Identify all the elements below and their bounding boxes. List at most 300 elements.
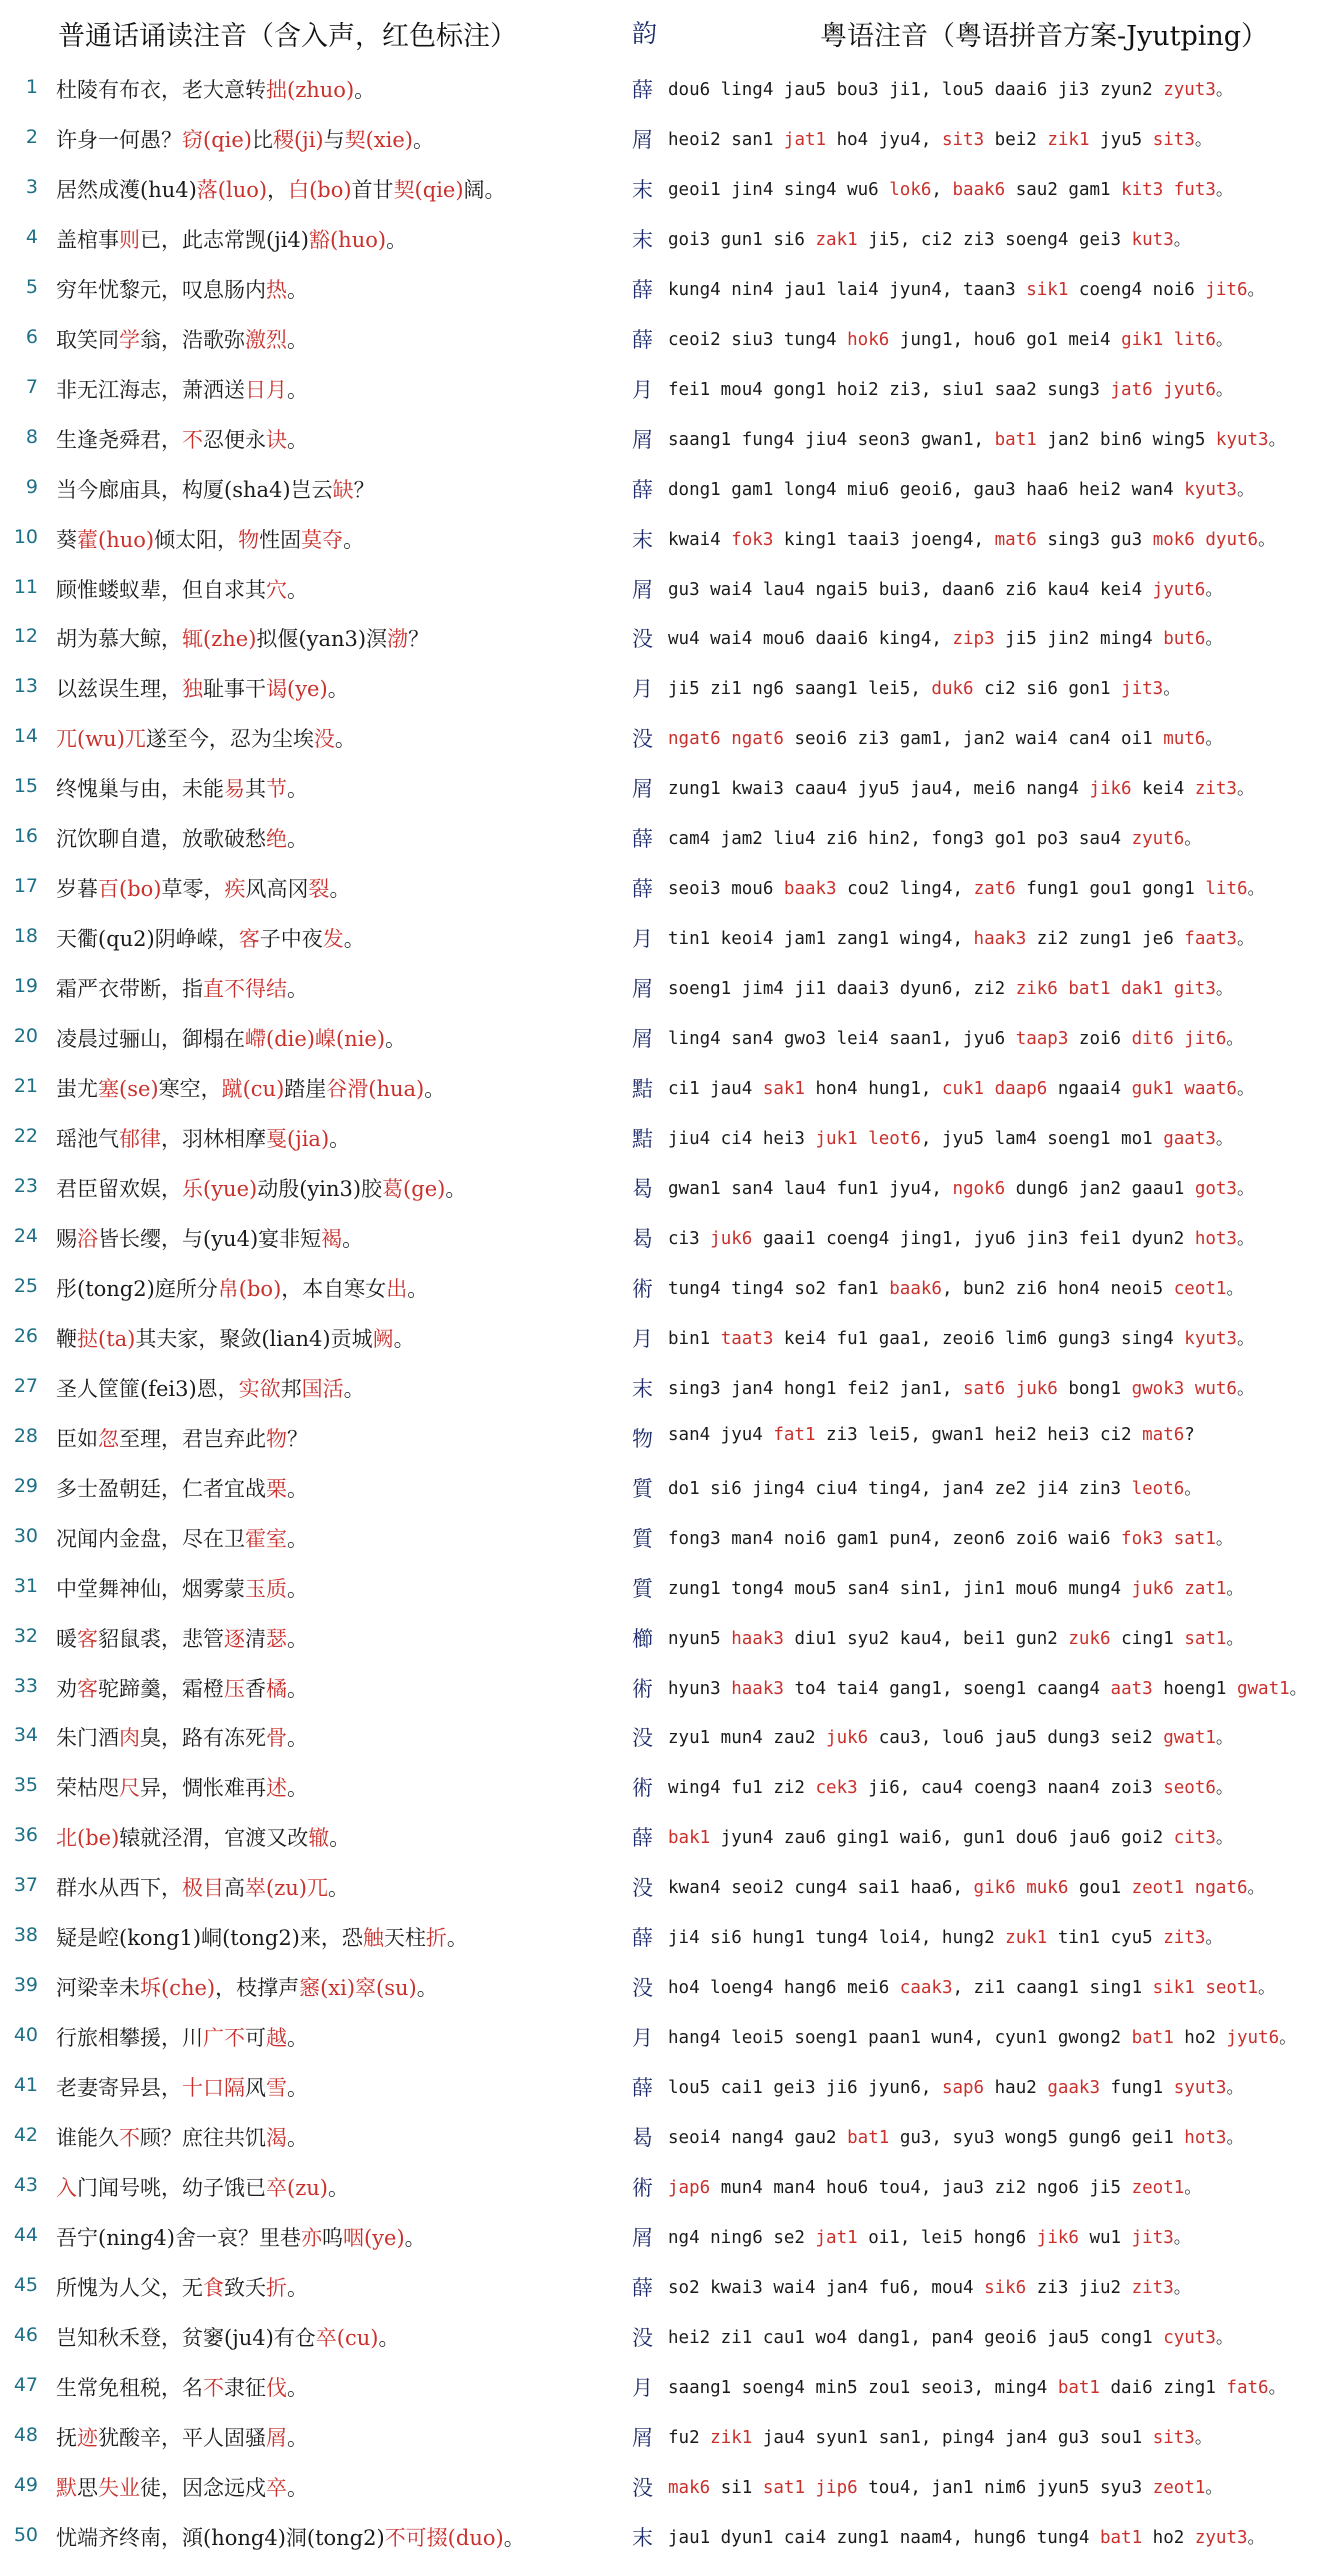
mandarin-text: 。 xyxy=(327,1876,349,1901)
jyutping-text: ho2 xyxy=(1142,2527,1195,2548)
mandarin-verse xyxy=(56,2122,308,2152)
jyutping-text: cing1 xyxy=(1110,1628,1185,1649)
mandarin-verse xyxy=(56,124,434,154)
jyutping-verse xyxy=(668,2224,1191,2249)
mandarin-highlight: 实欲 xyxy=(238,1376,281,1401)
jyutping-highlight: fat6 xyxy=(1226,2377,1269,2398)
mandarin-verse xyxy=(56,474,375,504)
mandarin-text: 子中夜 xyxy=(259,927,323,952)
mandarin-text: 貂鼠裘，悲管 xyxy=(98,1626,224,1651)
jyutping-text: 。 xyxy=(1289,1678,1308,1699)
jyutping-verse xyxy=(668,1325,1254,1350)
jyutping-text: 。 xyxy=(1215,1728,1234,1749)
jyutping-verse xyxy=(668,2124,1244,2149)
jyutping-highlight: fok3 sat1 xyxy=(1121,1528,1216,1549)
jyutping-verse xyxy=(668,376,1233,401)
mandarin-highlight: 独 xyxy=(182,677,203,702)
mandarin-text: 倾太阳， xyxy=(154,527,239,552)
mandarin-text: 拟偃(yan3)溟 xyxy=(256,627,388,652)
mandarin-highlight: 辙 xyxy=(308,1826,330,1851)
mandarin-highlight: 默 xyxy=(56,2475,77,2500)
mandarin-text: 行旅相攀援，川 xyxy=(56,2026,203,2051)
mandarin-text: 顾？庶往共饥 xyxy=(140,2126,266,2151)
mandarin-highlight: 契(qie) xyxy=(393,177,464,202)
line-number: 44 xyxy=(13,2223,38,2246)
mandarin-highlight: 白(bo) xyxy=(288,177,352,202)
mandarin-verse xyxy=(56,773,308,803)
jyutping-text: zi2 zung1 je6 xyxy=(1026,929,1185,950)
mandarin-text: 吾宁(ning4)舍一哀？里巷 xyxy=(56,2225,301,2250)
jyutping-text: seoi6 zi3 gam1, jan2 wai4 can4 oi1 xyxy=(783,729,1164,750)
mandarin-highlight: 广不 xyxy=(203,2026,245,2051)
mandarin-text: 风 xyxy=(245,2076,266,2101)
verse-row xyxy=(0,1661,1323,1711)
jyutping-text: 。 xyxy=(1226,2128,1244,2149)
mandarin-text: 。 xyxy=(287,2275,308,2300)
verse-row xyxy=(0,1810,1323,1860)
jyutping-text: dong1 gam1 long4 miu6 geoi6, gau3 haa6 hei2 wan4 xyxy=(668,479,1185,500)
mandarin-highlight: 渤 xyxy=(387,627,409,652)
mandarin-text: ，羽林相摩 xyxy=(161,1127,266,1152)
rhyme-category: 曷 xyxy=(632,1176,653,1201)
jyutping-highlight: zit3 xyxy=(1163,1928,1206,1949)
jyutping-text: tin1 cyu5 xyxy=(1047,1928,1164,1949)
rhyme-category: 月 xyxy=(632,377,653,402)
verse-row xyxy=(0,2210,1323,2260)
jyutping-text: kei4 xyxy=(1131,779,1195,800)
jyutping-text: , bun2 zi6 hon4 neoi5 xyxy=(941,1278,1174,1299)
jyutping-verse xyxy=(668,326,1233,351)
mandarin-verse xyxy=(56,2322,399,2352)
mandarin-highlight: 骨 xyxy=(266,1726,287,1751)
mandarin-text: 犹酸辛，平人固骚 xyxy=(98,2425,266,2450)
rhyme-category: 屑 xyxy=(632,577,653,602)
jyutping-highlight: mat6 xyxy=(994,529,1037,550)
mandarin-highlight: 发 xyxy=(322,927,344,952)
mandarin-text: 。 xyxy=(329,877,351,902)
mandarin-highlight: 橘 xyxy=(266,1676,287,1701)
jyutping-highlight: got3 xyxy=(1194,1178,1237,1199)
mandarin-text: 生常免租税，名 xyxy=(56,2375,203,2400)
jyutping-highlight: aat3 xyxy=(1110,1678,1153,1699)
mandarin-text: 呜 xyxy=(321,2225,343,2250)
mandarin-text: 驼蹄羹，霜橙 xyxy=(98,1676,224,1701)
jyutping-verse xyxy=(668,1575,1244,1600)
jyutping-text: gaai1 coeng4 jing1, jyu6 jin3 fei1 dyun2 xyxy=(752,1228,1195,1249)
mandarin-verse xyxy=(56,2222,426,2252)
jyutping-text: fong3 man4 noi6 gam1 pun4, zeon6 zoi6 wai6 xyxy=(668,1528,1122,1549)
jyutping-highlight: faat3 xyxy=(1184,929,1237,950)
line-number: 43 xyxy=(13,2174,38,2197)
jyutping-highlight: jap6 xyxy=(668,2178,711,2199)
jyutping-verse xyxy=(668,1425,1195,1445)
line-number: 35 xyxy=(13,1774,38,1797)
mandarin-text: 岂知秋禾登，贫窭(ju4)有仓 xyxy=(56,2325,316,2350)
verse-row xyxy=(0,2010,1323,2060)
rhyme-category: 薛 xyxy=(632,827,653,852)
mandarin-text: 。 xyxy=(342,1226,364,1251)
mandarin-text: 清 xyxy=(245,1626,266,1651)
jyutping-text: san4 jyu4 xyxy=(668,1424,774,1445)
mandarin-text: 已，此志常觊(ji4) xyxy=(140,227,309,252)
verse-row xyxy=(0,711,1323,761)
mandarin-text: 。 xyxy=(287,1626,308,1651)
jyutping-highlight: bat1 xyxy=(847,2128,890,2149)
mandarin-text: 生逢尧舜君， xyxy=(56,427,182,452)
jyutping-text: , zi1 caang1 sing1 xyxy=(952,1978,1153,1999)
mandarin-text: 耻事干 xyxy=(203,677,266,702)
mandarin-highlight: 亦 xyxy=(300,2225,322,2250)
verse-row xyxy=(0,2510,1323,2560)
jyutping-text: hau2 xyxy=(984,2078,1048,2099)
verse-row xyxy=(0,1960,1323,2010)
jyutping-verse xyxy=(668,725,1223,750)
jyutping-text: 。 xyxy=(1247,279,1266,300)
jyutping-highlight: ngat6 ngat6 xyxy=(668,729,784,750)
jyutping-verse xyxy=(668,1125,1233,1150)
rhyme-column-title: 韵 xyxy=(632,19,658,48)
mandarin-text: 。 xyxy=(287,1726,308,1751)
jyutping-highlight: leot6 xyxy=(1131,1478,1185,1499)
jyutping-verse xyxy=(668,625,1223,650)
verse-row xyxy=(0,1211,1323,1261)
jyutping-highlight: zik6 bat1 dak1 git3 xyxy=(1015,979,1216,1000)
mandarin-text: 隶征 xyxy=(224,2375,266,2400)
jyutping-highlight: jik6 xyxy=(1089,779,1132,800)
mandarin-text: 。 xyxy=(343,927,365,952)
mandarin-text: 君臣留欢娱， xyxy=(56,1176,182,1201)
jyutping-highlight: zeot1 xyxy=(1131,2178,1185,2199)
jyutping-highlight: sit3 xyxy=(1152,129,1195,150)
jyutping-text: 。 xyxy=(1236,1378,1255,1399)
jyutping-highlight: dit6 jit6 xyxy=(1131,1029,1227,1050)
jyutping-text: zung1 tong4 mou5 san4 sin1, jin1 mou6 mung4 xyxy=(668,1578,1132,1599)
mandarin-highlight: 触 xyxy=(362,1926,384,1951)
verse-row xyxy=(0,112,1323,162)
mandarin-highlight: 不可掇(duo) xyxy=(384,2525,504,2550)
verse-row xyxy=(0,62,1323,112)
jyutping-text: seoi4 nang4 gau2 xyxy=(668,2128,848,2149)
mandarin-text: 思 xyxy=(77,2475,98,2500)
jyutping-text: 。 xyxy=(1236,1178,1255,1199)
jyutping-verse xyxy=(668,675,1181,700)
mandarin-text: 。 xyxy=(407,1276,429,1301)
mandarin-highlight: 不 xyxy=(182,427,203,452)
rhyme-category: 曷 xyxy=(632,2126,653,2151)
mandarin-text: 疑是崆(kong1)峒(tong2)来，恐 xyxy=(56,1926,363,1951)
jyutping-verse xyxy=(668,426,1286,451)
mandarin-highlight: 辄(zhe) xyxy=(182,627,257,652)
line-number: 7 xyxy=(25,375,38,398)
verse-row xyxy=(0,1611,1323,1661)
jyutping-text: oi1, lei5 hong6 xyxy=(857,2227,1037,2248)
jyutping-highlight: mok6 dyut6 xyxy=(1152,529,1259,550)
mandarin-verse xyxy=(56,1223,363,1253)
mandarin-highlight: 失业 xyxy=(98,2475,140,2500)
jyutping-highlight: zyut3 xyxy=(1163,80,1216,100)
mandarin-text: 至理，君岂弃此 xyxy=(119,1426,266,1451)
jyutping-highlight: mat6 xyxy=(1142,1424,1185,1445)
jyutping-highlight: bak1 xyxy=(668,1828,711,1849)
jyutping-highlight: kit3 fut3 xyxy=(1121,179,1216,200)
jyutping-verse xyxy=(668,1675,1307,1700)
mandarin-verse xyxy=(56,873,350,903)
jyutping-highlight: seot6 xyxy=(1163,1778,1216,1799)
mandarin-highlight: 肉 xyxy=(119,1726,140,1751)
verse-row xyxy=(0,1111,1323,1161)
jyutping-text: seoi3 mou6 xyxy=(668,879,784,900)
jyutping-text: 。 xyxy=(1258,1978,1276,1999)
jyutping-highlight: cuk1 daap6 xyxy=(941,1079,1048,1100)
jyutping-verse xyxy=(668,126,1212,151)
jyutping-text: nyun5 xyxy=(668,1628,732,1649)
mandarin-text: 许身一何愚？ xyxy=(56,127,182,152)
mandarin-text: 群水从西下， xyxy=(56,1876,182,1901)
line-number: 42 xyxy=(13,2124,38,2147)
jyutping-text: 。 xyxy=(1205,579,1223,600)
mandarin-text: 。 xyxy=(287,2126,308,2151)
jyutping-highlight: cek3 xyxy=(815,1778,858,1799)
jyutping-highlight: sik1 seot1 xyxy=(1152,1978,1259,1999)
jyutping-text: gu3 wai4 lau4 ngai5 bui3, daan6 zi6 kau4 kei4 xyxy=(668,579,1153,600)
jyutping-highlight: baak3 xyxy=(783,879,837,900)
mandarin-text: 首甘 xyxy=(351,177,394,202)
mandarin-text: ？ xyxy=(408,627,430,652)
mandarin-text: 盖棺事 xyxy=(56,227,119,252)
mandarin-text: 居然成濩(hu4) xyxy=(56,177,197,202)
mandarin-text: 臣如 xyxy=(56,1426,98,1451)
rhyme-category: 没 xyxy=(632,2325,653,2350)
jyutping-text: 。 xyxy=(1205,1928,1223,1949)
jyutping-text: 。 xyxy=(1205,729,1223,750)
jyutping-text: 。 xyxy=(1215,1129,1234,1150)
mandarin-highlight: 述 xyxy=(266,1776,287,1801)
jyutping-text: bong1 xyxy=(1057,1378,1132,1399)
mandarin-text: 其 xyxy=(245,777,266,802)
jyutping-highlight: jat6 jyut6 xyxy=(1110,379,1216,400)
jyutping-highlight: bat1 xyxy=(1057,2377,1100,2398)
jyutping-text: hon4 hung1, xyxy=(804,1079,942,1100)
line-number: 37 xyxy=(13,1874,38,1897)
mandarin-text: 葵 xyxy=(56,527,77,552)
mandarin-highlight: 莫夺 xyxy=(301,527,344,552)
verse-row xyxy=(0,412,1323,462)
jyutping-text: wu1 xyxy=(1078,2227,1132,2248)
jyutping-highlight: caak3 xyxy=(899,1978,953,1999)
jyutping-text: heoi2 san1 xyxy=(668,129,784,150)
verse-row xyxy=(0,1710,1323,1760)
mandarin-text: 。 xyxy=(424,1077,446,1102)
jyutping-highlight: jit3 xyxy=(1131,2227,1174,2248)
jyutping-highlight: zak1 xyxy=(815,229,858,250)
mandarin-verse xyxy=(56,1922,468,1952)
rhyme-category: 末 xyxy=(632,227,653,252)
mandarin-text: 。 xyxy=(327,2176,349,2201)
mandarin-highlight: 缺 xyxy=(332,477,354,502)
mandarin-highlight: 日月 xyxy=(245,377,287,402)
verse-row xyxy=(0,262,1323,312)
line-number: 10 xyxy=(13,525,38,548)
verse-row xyxy=(0,1461,1323,1511)
verse-row xyxy=(0,162,1323,212)
jyutping-text: ji5 jin2 ming4 xyxy=(994,629,1164,650)
mandarin-text: 。 xyxy=(327,677,349,702)
mandarin-verse xyxy=(56,2272,308,2302)
mandarin-text: 。 xyxy=(378,2325,400,2350)
jyutping-text: 。 xyxy=(1236,479,1255,500)
mandarin-text: 彤(tong2)庭所分 xyxy=(56,1276,218,1301)
mandarin-text: 。 xyxy=(287,1476,308,1501)
jyutping-text: 。 xyxy=(1205,2477,1223,2498)
jyutping-text: 。 xyxy=(1268,429,1287,450)
jyutping-text: 。 xyxy=(1215,979,1234,1000)
rhyme-category: 末 xyxy=(632,2525,653,2550)
line-number: 46 xyxy=(13,2323,38,2346)
rhyme-category: 質 xyxy=(632,1526,653,1551)
line-number: 9 xyxy=(25,475,38,498)
mandarin-text: 顾惟蝼蚁辈，但自求其 xyxy=(56,577,266,602)
rhyme-category: 術 xyxy=(632,2176,653,2201)
mandarin-highlight: 谷滑(hua) xyxy=(326,1077,425,1102)
jyutping-text: dung6 jan2 gaau1 xyxy=(1005,1178,1195,1199)
mandarin-text: ？ xyxy=(287,1426,308,1451)
verse-row xyxy=(0,2260,1323,2310)
jyutping-highlight: guk1 waat6 xyxy=(1131,1079,1237,1100)
rhyme-category: 没 xyxy=(632,2475,653,2500)
mandarin-highlight: 节 xyxy=(266,777,287,802)
line-number: 30 xyxy=(13,1524,38,1547)
line-number: 3 xyxy=(25,175,38,198)
jyutping-text: 。 xyxy=(1173,2277,1192,2298)
jyutping-text: sing3 jan4 hong1 fei2 jan1, xyxy=(668,1378,964,1399)
mandarin-text: 。 xyxy=(343,527,365,552)
mandarin-text: 。 xyxy=(334,727,356,752)
line-number: 4 xyxy=(25,225,38,248)
line-number: 12 xyxy=(13,625,38,648)
jyutping-verse xyxy=(668,226,1191,251)
jyutping-text: saang1 soeng4 min5 zou1 seoi3, ming4 xyxy=(668,2377,1058,2398)
rhyme-category: 末 xyxy=(632,1376,653,1401)
rhyme-category: 月 xyxy=(632,2026,653,2051)
jyutping-highlight: jyut6 xyxy=(1226,2028,1280,2049)
jyutping-highlight: jat1 xyxy=(815,2227,858,2248)
jyutping-text: zi3 lei5, gwan1 hei2 hei3 ci2 xyxy=(815,1424,1143,1445)
mandarin-highlight: 瑟 xyxy=(266,1626,287,1651)
verse-row xyxy=(0,362,1323,412)
verse-row xyxy=(0,1760,1323,1810)
mandarin-text: 暖 xyxy=(56,1626,77,1651)
mandarin-verse xyxy=(56,324,308,354)
jyutping-text: 。 xyxy=(1226,1578,1244,1599)
jyutping-text: 。 xyxy=(1184,2178,1202,2199)
jyutping-highlight: zik1 xyxy=(1047,129,1090,150)
jyutping-text: ng4 ning6 se2 xyxy=(668,2227,816,2248)
mandarin-highlight: 学 xyxy=(119,327,140,352)
mandarin-text: 香 xyxy=(245,1676,266,1701)
line-number: 50 xyxy=(13,2523,38,2546)
mandarin-text: 以兹误生理， xyxy=(56,677,182,702)
jyutping-highlight: kut3 xyxy=(1131,229,1174,250)
jyutping-highlight: cyut3 xyxy=(1163,2327,1216,2348)
mandarin-text: 臭，路有冻死 xyxy=(140,1726,266,1751)
mandarin-text: 遂至今，忍为尘埃 xyxy=(145,727,314,752)
mandarin-highlight: 咽(ye) xyxy=(342,2225,405,2250)
rhyme-category: 屑 xyxy=(632,2225,653,2250)
jyutping-verse xyxy=(668,1025,1244,1050)
jyutping-text: fu2 xyxy=(668,2427,711,2448)
mandarin-text: 皆长缨，与(yu4)宴非短 xyxy=(98,1226,322,1251)
mandarin-verse xyxy=(56,1023,406,1053)
mandarin-text: 。 xyxy=(329,1826,351,1851)
jyutping-text: 。 xyxy=(1194,129,1213,150)
jyutping-text: jiu4 ci4 hei3 xyxy=(668,1129,816,1150)
rhyme-category: 屑 xyxy=(632,1027,653,1052)
mandarin-verse xyxy=(56,1273,428,1303)
jyutping-text: 。 xyxy=(1173,2227,1192,2248)
mandarin-highlight: 物 xyxy=(238,527,260,552)
jyutping-highlight: zyut6 xyxy=(1131,829,1185,850)
jyutping-highlight: ceot1 xyxy=(1173,1278,1227,1299)
mandarin-highlight: 坼(che) xyxy=(140,1976,216,2001)
jyutping-text: cau3, lou6 jau5 dung3 sei2 xyxy=(868,1728,1164,1749)
jyutping-text: 。 xyxy=(1173,229,1192,250)
mandarin-verse xyxy=(56,174,506,204)
mandarin-highlight: 戛(jia) xyxy=(266,1127,330,1152)
jyutping-text: ji5 zi1 ng6 saang1 lei5, xyxy=(668,679,932,700)
mandarin-verse xyxy=(56,424,308,454)
rhyme-category: 屑 xyxy=(632,977,653,1002)
jyutping-highlight: sik6 xyxy=(984,2277,1027,2298)
mandarin-text: 。 xyxy=(287,2375,308,2400)
rhyme-category: 薛 xyxy=(632,2275,653,2300)
jyutping-verse xyxy=(668,1924,1223,1949)
rhyme-category: 物 xyxy=(632,1426,653,1451)
jyutping-text: to4 tai4 gang1, soeng1 caang4 xyxy=(783,1678,1111,1699)
jyutping-text: 。 xyxy=(1163,679,1181,700)
verse-row xyxy=(0,1061,1323,1111)
mandarin-text: 性固 xyxy=(259,527,302,552)
mandarin-verse xyxy=(56,1972,438,2002)
jyutping-text: ci1 jau4 xyxy=(668,1079,763,1100)
jyutping-verse xyxy=(668,2324,1233,2349)
mandarin-text: 杜陵有布衣，老大意转 xyxy=(56,78,266,102)
mandarin-highlight: 激烈 xyxy=(245,327,287,352)
jyutping-highlight: hot3 xyxy=(1184,2128,1227,2149)
rhyme-category: 没 xyxy=(632,1726,653,1751)
rhyme-category: 質 xyxy=(632,1576,653,1601)
mandarin-text: 赐 xyxy=(56,1226,77,1251)
jyutping-verse xyxy=(668,176,1233,201)
jyutping-verse xyxy=(668,2524,1265,2549)
mandarin-text: 蚩尤 xyxy=(56,1077,98,1102)
mandarin-verse xyxy=(56,2472,308,2502)
line-number: 19 xyxy=(13,975,38,998)
mandarin-text: 天柱 xyxy=(383,1926,426,1951)
jyutping-highlight: sit3 xyxy=(941,129,985,150)
jyutping-text: mun4 man4 hou6 tou4, jau3 zi2 ngo6 ji5 xyxy=(710,2178,1132,2199)
mandarin-verse xyxy=(56,973,308,1003)
jyutping-text: cou2 ling4, xyxy=(836,879,974,900)
jyutping-highlight: zuk1 xyxy=(1005,1928,1048,1949)
mandarin-highlight: 不 xyxy=(119,2126,140,2151)
line-number: 15 xyxy=(13,775,38,798)
jyutping-highlight: hot3 xyxy=(1194,1228,1237,1249)
line-number: 20 xyxy=(13,1025,38,1048)
rhyme-category: 末 xyxy=(632,527,653,552)
jyutping-highlight: sat1 xyxy=(1184,1628,1227,1649)
jyutping-highlight: hok6 xyxy=(847,329,890,350)
jyutping-highlight: zeot1 ngat6 xyxy=(1131,1878,1248,1899)
